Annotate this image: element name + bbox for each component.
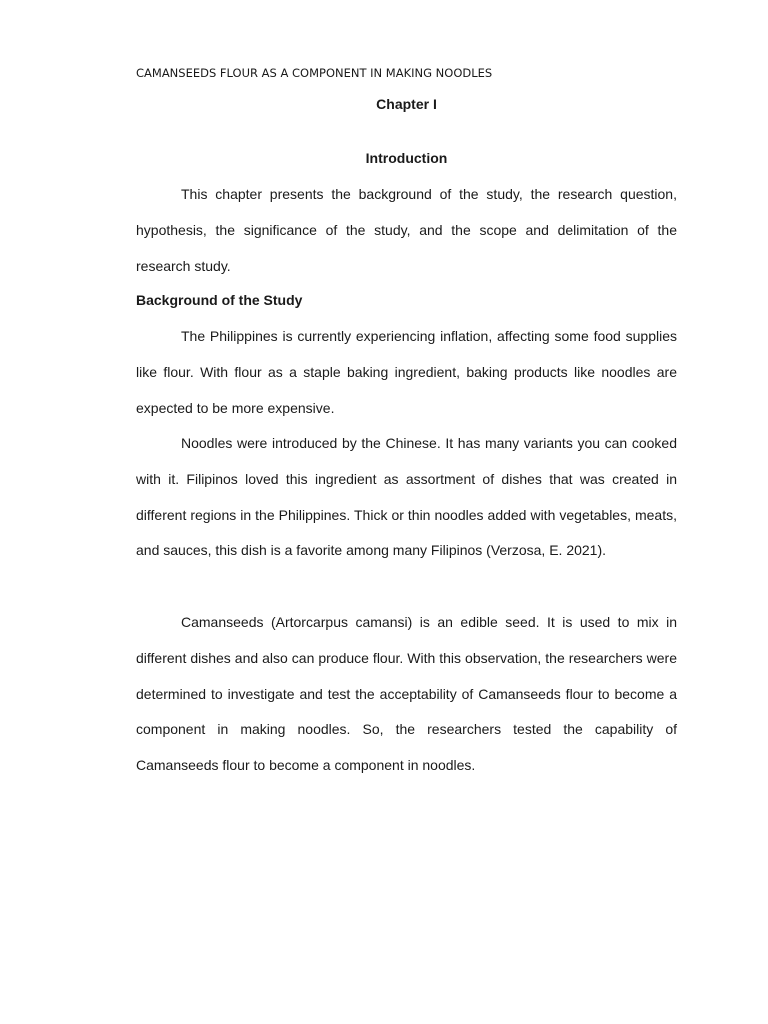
background-paragraph: Camanseeds (Artorcarpus camansi) is an edible seed. It is used to mix in different dishes and also can produce flour. With this observation, the researchers were determined to investigate and test the acceptability of Camanseeds flour to become a component in making noodles. So, the researchers tested the capability of Camanseeds flour to become a component in noodles. (136, 614, 677, 774)
running-head: CAMANSEEDS FLOUR AS A COMPONENT IN MAKING NOODLES (136, 66, 493, 80)
chapter-title: Chapter I (376, 96, 437, 112)
section-title: Introduction (365, 150, 448, 166)
intro-paragraph: This chapter presents the background of the study, the research question, hypothesis, the significance of the study, and the scope and delimitation of the research study. (136, 186, 677, 274)
background-paragraph: The Philippines is currently experiencing inflation, affecting some food supplies like flour. With flour as a staple baking ingredient, baking products like noodles are expected to be more expensive. (136, 328, 677, 416)
background-paragraph: Noodles were introduced by the Chinese. It has many variants you can cooked with it. Filipinos loved this ingredient as assortment of dishes that was created in different regions in the Philippines. Thick or thin noodles added with vegetables, meats, and sauces, this dish is a favorite among many Filipinos (Verzosa, E. 2021). (136, 435, 677, 559)
background-subheading: Background of the Study (136, 292, 303, 308)
